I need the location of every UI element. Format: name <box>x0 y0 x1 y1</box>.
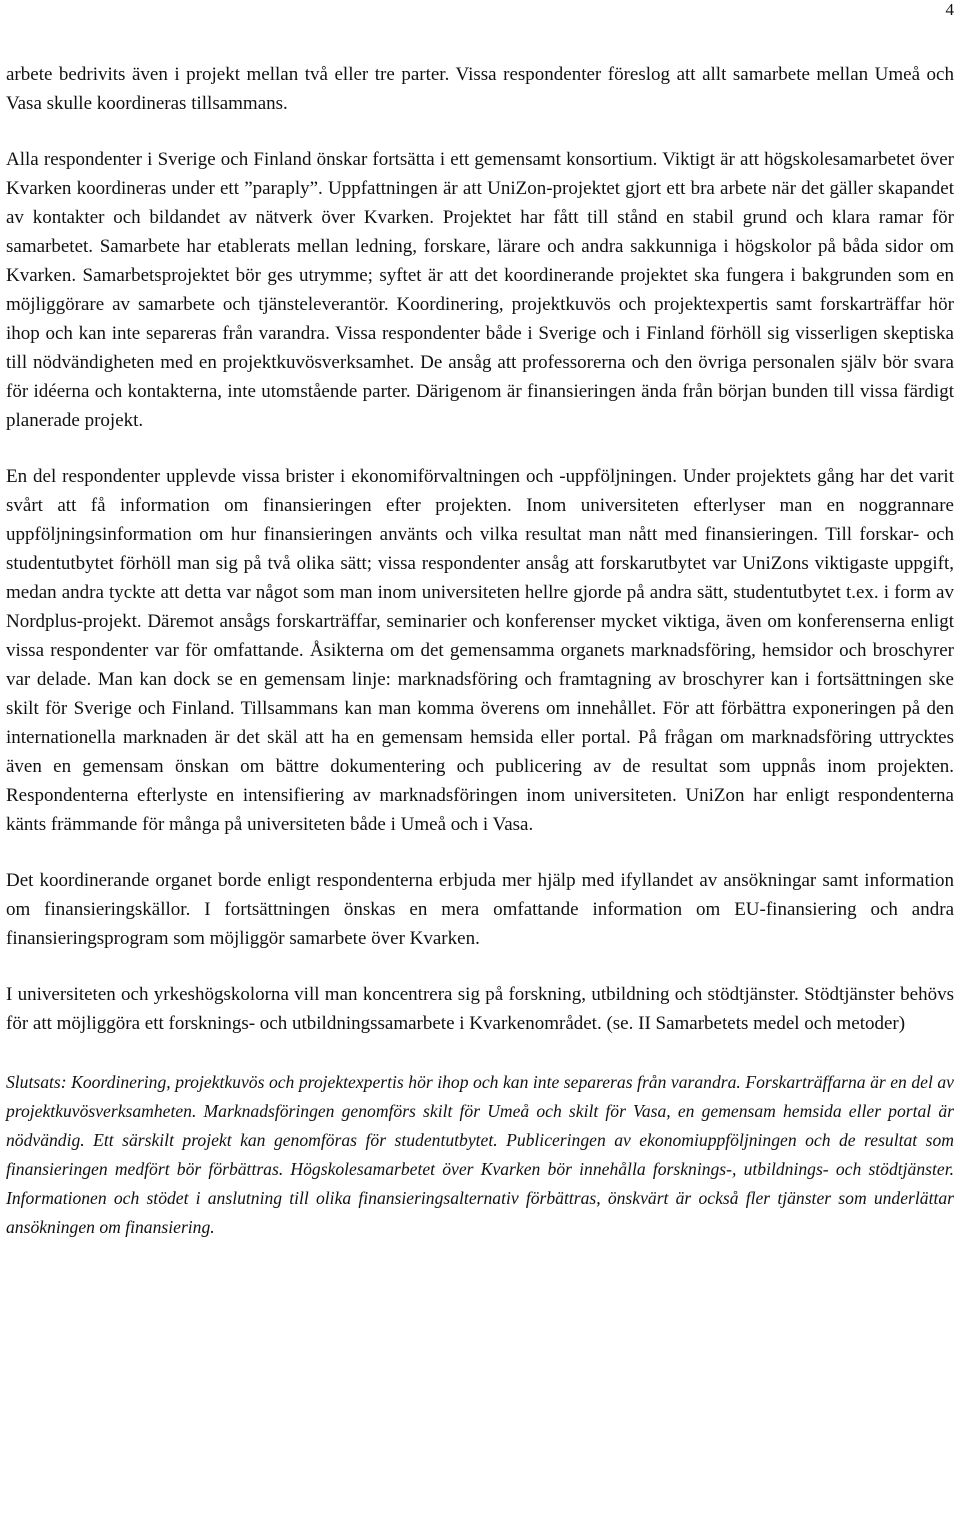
conclusion-paragraph: Slutsats: Koordinering, projektkuvös och projektexpertis hör ihop och kan inte separeras från varandra. Forskarträffarna är en del av projektkuvösverksamheten. Marknadsföringen genomförs skilt för Umeå och skilt för Vasa, en gemensam hemsida eller portal är nödvändig. Ett särskilt projekt kan genomföras för studentutbytet. Publiceringen av ekonomiuppföljningen och de resultat som finansieringen medfört bör förbättras. Högskolesamarbetet över Kvarken bör innehålla forsknings-, utbildnings- och stödtjänster. Informationen och stödet i anslutning till olika finansieringsalternativ förbättras, önskvärt är också fler tjänster som underlättar ansökningen om finansiering. <box>6 1072 954 1237</box>
paragraph-coordinating-body: Det koordinerande organet borde enligt respondenterna erbjuda mer hjälp med ifyllandet av ansökningar samt information om finansieringskällor. I fortsättningen önskas en mera omfattande information om EU-finansiering och andra finansieringsprogram som möjliggör samarbete över Kvarken. <box>6 870 954 949</box>
paragraph-consortium: Alla respondenter i Sverige och Finland önskar fortsätta i ett gemensamt konsortium. Viktigt är att högskolesamarbetet över Kvarken koordineras under ett ”paraply”. Uppfattningen är att UniZon-projektet gjort ett bra arbete när det gäller skapandet av kontakter och bildandet av nätverk över Kvarken. Projektet har fått till stånd en stabil grund och klara ramar för samarbetet. Samarbete har etablerats mellan ledning, forskare, lärare och andra sakkunniga i högskolor på båda sidor om Kvarken. Samarbetsprojektet bör ges utrymme; syftet är att det koordinerande projektet ska fungera i bakgrunden som en möjliggörare av samarbete och tjänsteleverantör. Koordinering, projektkuvös och projektexpertis samt forskarträffar hör ihop och kan inte separeras från varandra. Vissa respondenter både i Sverige och i Finland förhöll sig visserligen skeptiska till nödvändigheten med en projektkuvösverksamhet. De ansåg att professorerna och den övriga personalen själv bör svara för idéerna och kontakterna, inte utomstående parter. Därigenom är finansieringen ända från början bunden till vissa färdigt planerade projekt. <box>6 149 954 431</box>
paragraph-finance-followup: En del respondenter upplevde vissa brister i ekonomiförvaltningen och -uppföljningen. Under projektets gång har det varit svårt att få information om finansieringen efter projekten. Inom universiteten efterlyser man en noggrannare uppföljningsinformation om hur finansieringen använts och vilka resultat man nått med finansieringen. Till forskar- och studentutbytet förhöll man sig på två olika sätt; vissa respondenter ansåg att forskarutbytet var UniZons viktigaste uppgift, medan andra tyckte att detta var något som man inom universiteten hellre gjorde på andra sätt, studentutbytet t.ex. i form av Nordplus-projekt. Däremot ansågs forskarträffar, seminarier och konferenser mycket viktiga, även om konferenserna enligt vissa respondenter var för omfattande. Åsikterna om det gemensamma organets marknadsföring, hemsidor och broschyrer var delade. Man kan dock se en gemensam linje: marknadsföring och framtagning av broschyrer kan i fortsättningen ske skilt för Sverige och Finland. Tillsammans kan man komma överens om innehållet. För att förbättra exponeringen på den internationella marknaden är det skäl att ha en gemensam hemsida eller portal. På frågan om marknadsföring uttrycktes även en gemensam önskan om bättre dokumentering och publicering av de resultat som uppnås inom projekten. Respondenterna efterlyste en intensifiering av marknadsföringen inom universiteten. UniZon har enligt respondenterna känts främmande för många på universiteten både i Umeå och i Vasa. <box>6 466 954 835</box>
document-body <box>6 60 954 1242</box>
page-number: 4 <box>945 0 954 19</box>
paragraph-continuation: arbete bedrivits även i projekt mellan två eller tre parter. Vissa respondenter föreslog att allt samarbete mellan Umeå och Vasa skulle koordineras tillsammans. <box>6 64 954 114</box>
paragraph-support-services: I universiteten och yrkeshögskolorna vill man koncentrera sig på forskning, utbildning och stödtjänster. Stödtjänster behövs för att möjliggöra ett forsknings- och utbildningssamarbete i Kvarkenområdet. (se. II Samarbetets medel och metoder) <box>6 984 954 1034</box>
